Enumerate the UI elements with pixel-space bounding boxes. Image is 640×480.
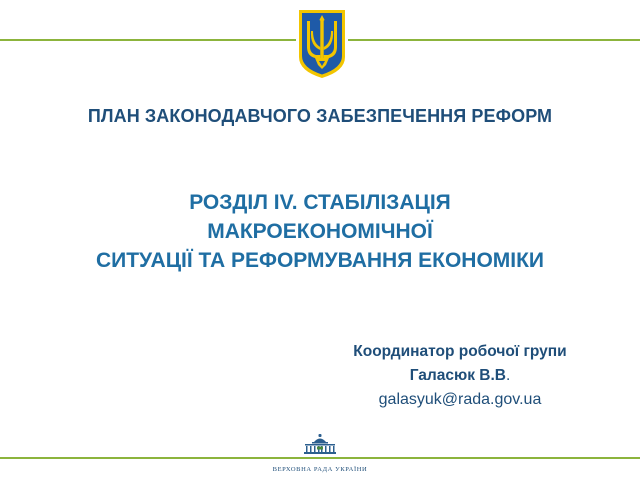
parliament-building-icon [303,434,337,456]
coordinator-name: Галасюк В.В [409,367,506,384]
section-title [0,188,640,275]
coordinator-name-suffix: . [505,367,511,384]
section-title-line-3: СИТУАЦІЇ ТА РЕФОРМУВАННЯ ЕКОНОМІКИ [95,249,545,272]
coat-of-arms-icon [296,7,348,81]
plan-title: ПЛАН ЗАКОНОДАВЧОГО ЗАБЕЗПЕЧЕННЯ РЕФОРМ [87,106,553,126]
coordinator-email[interactable]: galasyuk@rada.gov.ua [378,391,542,408]
section-title-line-2: МАКРОЕКОНОМІЧНОЇ [207,220,433,243]
bottom-divider-line [0,457,640,459]
section-title-line-1: РОЗДІЛ IV. СТАБІЛІЗАЦІЯ [189,191,451,214]
coordinator-block [300,340,620,412]
coordinator-name-line [300,364,620,388]
footer-caption: ВЕРХОВНА РАДА УКРАЇНИ [272,466,368,473]
coordinator-role: Координатор робочої групи [353,343,567,360]
